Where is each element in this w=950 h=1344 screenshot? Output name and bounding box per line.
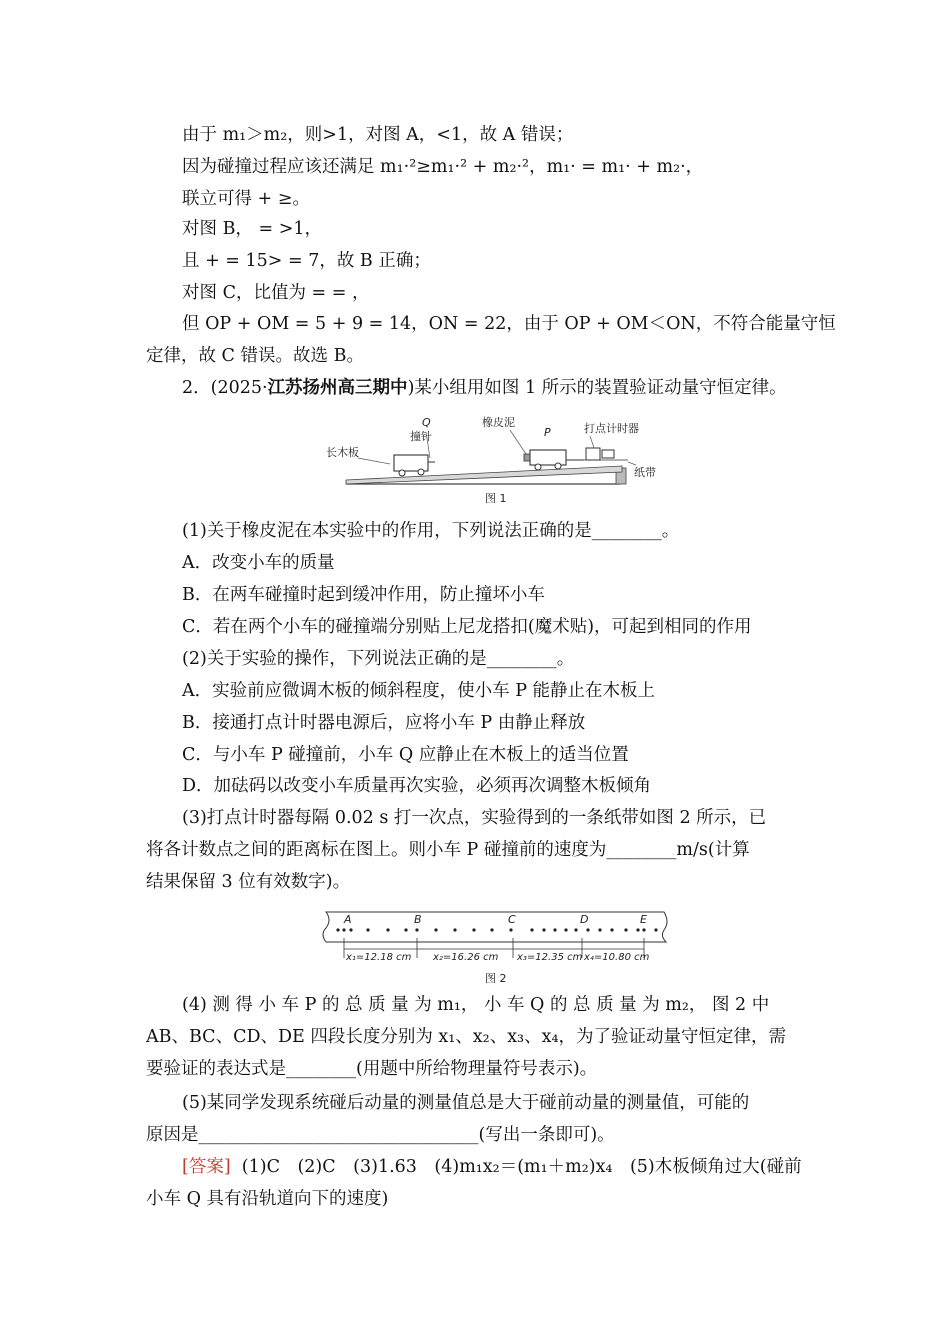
solution-line-5: 且 + = 15> = 7，故 B 正确； <box>182 251 431 271</box>
question-stem-text: )某小组用如图 1 所示的装置验证动量守恒定律。 <box>407 378 787 398</box>
s1-option-a: A．改变小车的质量 <box>182 553 335 573</box>
tape-dot <box>386 928 389 931</box>
tape-dot <box>404 928 407 931</box>
question-source: 江苏扬州高三期中 <box>267 378 408 398</box>
segment-x1: x₁=12.18 cm <box>346 952 412 963</box>
label-putty: 橡皮泥 <box>482 416 515 429</box>
sub-question-4-line-3: 要验证的表达式是________(用题中所给物理量符号表示)。 <box>146 1059 598 1079</box>
point-label-a: A <box>344 913 352 926</box>
tape-dot <box>509 928 512 931</box>
solution-line-1: 由于 m₁＞m₂，则>1，对图 A，<1，故 A 错误； <box>182 125 574 145</box>
tape-dot <box>553 928 556 931</box>
tape-dot <box>490 928 493 931</box>
cart-p <box>524 450 584 470</box>
figure-1-caption: 图 1 <box>485 492 507 505</box>
point-label-b: B <box>414 913 422 926</box>
label-timer: 打点计时器 <box>584 422 639 435</box>
tape-dot <box>636 928 639 931</box>
question-2-stem <box>182 375 787 401</box>
answer-tag: [答案] <box>182 1157 231 1177</box>
tape-dot <box>564 928 567 931</box>
solution-line-7: 但 OP + OM = 5 + 9 = 14，ON = 22，由于 OP + OM＜ON，不符合能量守恒 <box>182 314 836 334</box>
sub-question-4-line-2: AB、BC、CD、DE 四段长度分别为 x₁、x₂、x₃、x₄，为了验证动量守恒定律，需 <box>146 1027 786 1047</box>
s2-option-c: C．与小车 P 碰撞前，小车 Q 应静止在木板上的适当位置 <box>182 745 629 765</box>
tape-dot <box>342 928 345 931</box>
tape-dot <box>453 928 456 931</box>
solution-line-4: 对图 B， = >1， <box>182 219 323 239</box>
label-p: P <box>544 426 551 439</box>
point-label-d: D <box>580 913 589 926</box>
tape-dot <box>574 928 577 931</box>
sub-question-1: (1)关于橡皮泥在本实验中的作用，下列说法正确的是________。 <box>182 521 680 541</box>
s1-option-c: C．若在两个小车的碰撞端分别贴上尼龙搭扣(魔术贴)，可起到相同的作用 <box>182 617 752 637</box>
tape-dot <box>624 928 627 931</box>
answer-text: (1)C (2)C (3)1.63 (4)m₁x₂＝(m₁＋m₂)x₄ (5)木板倾角过大(碰前 <box>241 1157 802 1177</box>
paper-tape-diagram <box>318 908 672 964</box>
tape-dot <box>610 928 613 931</box>
label-needle: 撞针 <box>410 430 432 443</box>
tape-dot <box>586 928 589 931</box>
sub-question-3-line-1: (3)打点计时器每隔 0.02 s 打一次点，实验得到的一条纸带如图 2 所示，已 <box>182 808 767 828</box>
sub-question-3-line-3: 结果保留 3 位有效数字)。 <box>146 872 351 892</box>
tape-dot <box>654 928 657 931</box>
sub-question-2: (2)关于实验的操作，下列说法正确的是________。 <box>182 649 575 669</box>
figure-2 <box>318 908 672 964</box>
point-label-e: E <box>640 913 647 926</box>
tape-dot <box>434 928 437 931</box>
segment-x3: x₃=12.35 cm <box>517 952 583 963</box>
figure-2-caption: 图 2 <box>485 972 507 985</box>
s2-option-d: D．加砝码以改变小车质量再次实验，必须再次调整木板倾角 <box>182 776 652 796</box>
tape-dot <box>336 928 339 931</box>
tape-dot <box>542 928 545 931</box>
tape-dot <box>472 928 475 931</box>
timer-device <box>584 448 628 460</box>
solution-line-6: 对图 C，比值为 = = ， <box>182 283 370 303</box>
answer-line-2: 小车 Q 具有沿轨道向下的速度) <box>146 1189 389 1209</box>
segment-x2: x₂=16.26 cm <box>433 952 499 963</box>
s2-option-a: A．实验前应微调木板的倾斜程度，使小车 P 能静止在木板上 <box>182 681 656 701</box>
solution-line-2: 因为碰撞过程应该还满足 m₁·²≥m₁·² + m₂·²，m₁· = m₁· + m₂·， <box>182 157 704 177</box>
segment-x4: x₄=10.80 cm <box>584 952 650 963</box>
sub-question-5-line-1: (5)某同学发现系统碰后动量的测量值总是大于碰前动量的测量值，可能的 <box>182 1093 750 1113</box>
answer-line-1 <box>182 1154 802 1180</box>
tape-dot <box>415 928 418 931</box>
sub-question-4-line-1: (4) 测 得 小 车 P 的 总 质 量 为 m₁， 小 车 Q 的 总 质 量 为 m₂， 图 2 中 <box>182 995 770 1015</box>
label-tape: 纸带 <box>634 466 656 479</box>
label-q: Q <box>422 416 431 429</box>
solution-line-3: 联立可得 + ≥。 <box>182 189 310 209</box>
point-label-c: C <box>508 913 516 926</box>
solution-line-8: 定律，故 C 错误。故选 B。 <box>146 346 364 366</box>
label-board: 长木板 <box>326 446 359 459</box>
question-number: 2．(2025· <box>182 378 268 398</box>
tape-dot <box>642 928 645 931</box>
cart-q <box>394 455 435 476</box>
tape-dot <box>349 928 352 931</box>
sub-question-3-line-2: 将各计数点之间的距离标在图上。则小车 P 碰撞前的速度为________m/s(计算 <box>146 840 750 860</box>
s1-option-b: B．在两车碰撞时起到缓冲作用，防止撞坏小车 <box>182 585 545 605</box>
tape-dot <box>530 928 533 931</box>
tape-dot <box>366 928 369 931</box>
tape-dot <box>598 928 601 931</box>
sub-question-5-line-2: 原因是________________________________(写出一条即可)。 <box>146 1125 615 1145</box>
s2-option-b: B．接通打点计时器电源后，应将小车 P 由静止释放 <box>182 713 586 733</box>
